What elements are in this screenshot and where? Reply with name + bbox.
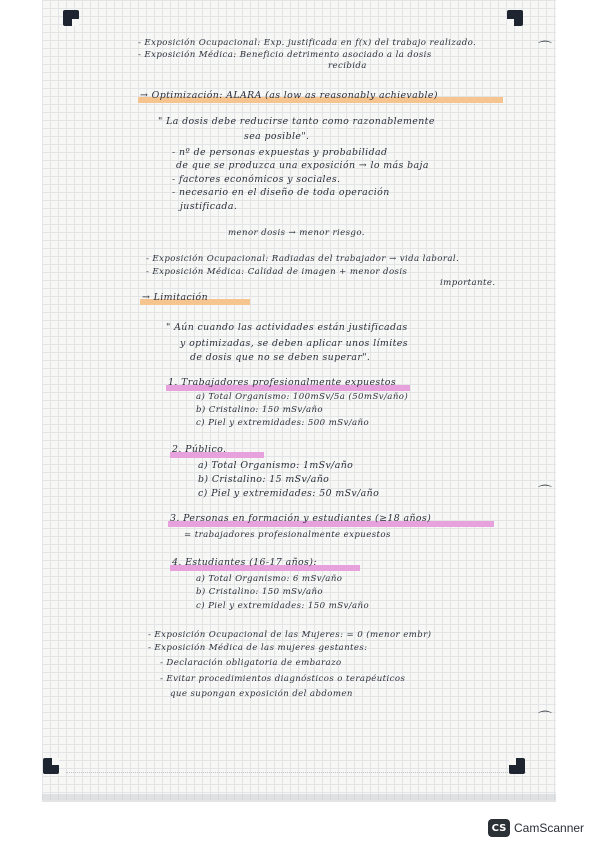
limit-item: a) Total Organismo: 6 mSv/año xyxy=(196,574,343,584)
text-line: " La dosis debe reducirse tanto como razonablemente xyxy=(158,116,435,127)
limit-item: b) Cristalino: 150 mSv/año xyxy=(196,405,323,415)
text-line: " Aún cuando las actividades están justificadas xyxy=(166,322,408,333)
text-line: menor dosis → menor riesgo. xyxy=(228,228,365,238)
limit-item: b) Cristalino: 15 mSv/año xyxy=(198,474,330,485)
heading-personas-formacion: 3. Personas en formación y estudiantes (≥18 años) xyxy=(170,513,432,524)
text-line: de que se produzca una exposición → lo más baja xyxy=(176,160,429,171)
text-line: - Evitar procedimientos diagnósticos o terapéuticos xyxy=(160,674,406,684)
limit-item: a) Total Organismo: 100mSv/5a (50mSv/año) xyxy=(196,392,409,402)
heading-publico: 2. Público. xyxy=(172,444,227,455)
text-line: - Exposición Médica: Calidad de imagen + menor dosis xyxy=(146,267,408,277)
limit-item: a) Total Organismo: 1mSv/año xyxy=(198,460,354,471)
margin-curl-mark: ⌒ xyxy=(538,41,552,57)
text-line: - Exposición Médica de las mujeres gestantes: xyxy=(148,643,368,653)
text-line: - Exposición Médica: Beneficio detrimento asociado a la dosis xyxy=(138,50,432,60)
bottom-guide-line xyxy=(66,772,526,773)
heading-trabajadores: 1. Trabajadores profesionalmente expuestos xyxy=(168,377,397,388)
text-line: - Declaración obligatoria de embarazo xyxy=(160,658,342,668)
limit-item: c) Piel y extremidades: 150 mSv/año xyxy=(196,601,370,611)
margin-curl-mark: ⌒ xyxy=(538,485,552,501)
heading-optimizacion: → Optimización: ALARA (as low as reasonably achievable) xyxy=(140,90,438,101)
camscanner-logo xyxy=(488,818,584,838)
text-line: sea posible". xyxy=(244,131,310,142)
scan-corner-marker-bottom-left xyxy=(43,758,59,774)
camscanner-badge: CS xyxy=(488,819,510,837)
page-bottom-edge xyxy=(42,794,556,802)
text-line: justificada. xyxy=(180,201,238,212)
text-line: - nº de personas expuestas y probabilidad xyxy=(172,147,388,158)
text-line: - factores económicos y sociales. xyxy=(172,174,341,185)
text-line: - Exposición Ocupacional de las Mujeres: = 0 (menor embr) xyxy=(148,630,432,640)
text-line: = trabajadores profesionalmente expuestos xyxy=(184,530,391,540)
margin-curl-mark: ⌒ xyxy=(538,711,552,727)
heading-limitacion: → Limitación xyxy=(142,292,209,303)
scan-corner-marker-top-left xyxy=(63,10,79,26)
text-line: - necesario en el diseño de toda operación xyxy=(172,187,390,198)
limit-item: c) Piel y extremidades: 50 mSv/año xyxy=(198,488,380,499)
scan-corner-marker-bottom-right xyxy=(509,758,525,774)
text-line: importante. xyxy=(440,278,496,288)
scan-corner-marker-top-right xyxy=(507,10,523,26)
text-line: - Exposición Ocupacional: Exp. justificada en f(x) del trabajo realizado. xyxy=(138,38,477,48)
limit-item: c) Piel y extremidades: 500 mSv/año xyxy=(196,418,370,428)
text-line: - Exposición Ocupacional: Radiadas del trabajador → vida laboral. xyxy=(146,254,460,264)
text-line: recibida xyxy=(328,61,367,71)
text-line: y optimizadas, se deben aplicar unos límites xyxy=(180,338,408,349)
heading-estudiantes: 4. Estudiantes (16-17 años): xyxy=(172,557,317,568)
limit-item: b) Cristalino: 150 mSv/año xyxy=(196,587,323,597)
camscanner-label: CamScanner xyxy=(514,821,585,835)
text-line: de dosis que no se deben superar". xyxy=(190,352,371,363)
text-line: que supongan exposición del abdomen xyxy=(170,689,353,699)
